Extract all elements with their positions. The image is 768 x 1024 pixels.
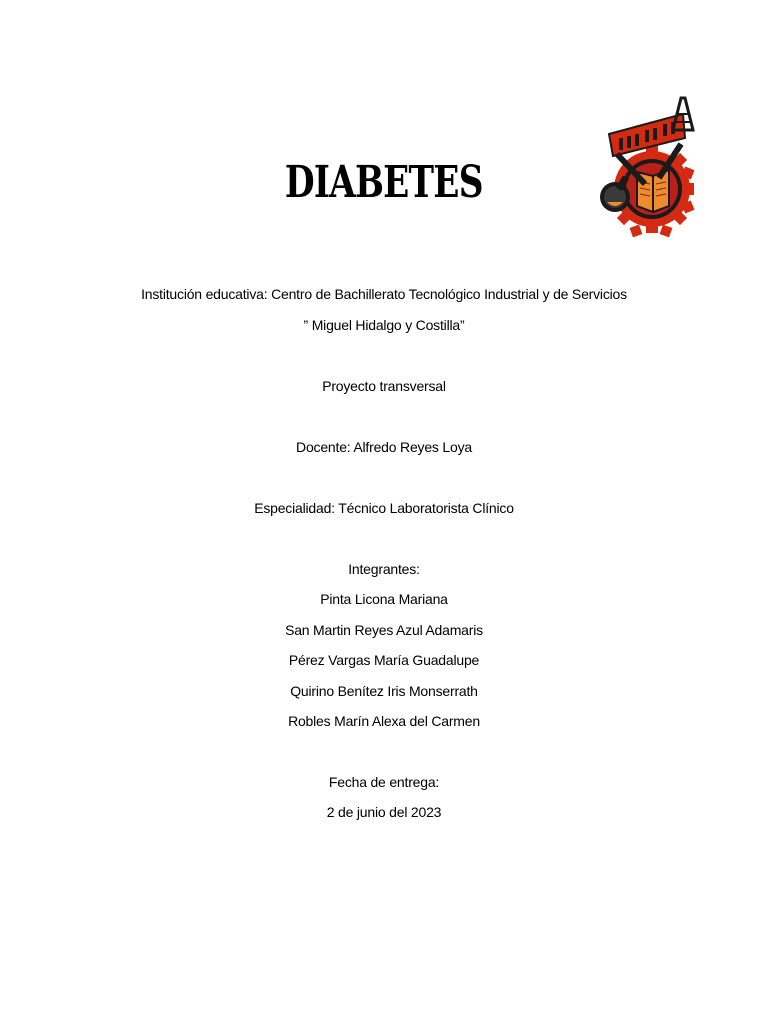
project-label: Proyecto transversal xyxy=(322,378,446,394)
institution-line-1: Institución educativa: Centro de Bachillerato Tecnológico Industrial y de Servicios xyxy=(141,286,627,302)
member-name: Quirino Benítez Iris Monserrath xyxy=(290,683,478,699)
members-heading: Integrantes: xyxy=(348,561,420,577)
member-name: Robles Marín Alexa del Carmen xyxy=(288,713,480,729)
member-name: Pinta Licona Mariana xyxy=(320,591,448,607)
school-gear-logo-icon xyxy=(597,94,699,244)
delivery-date: 2 de junio del 2023 xyxy=(326,804,442,820)
delivery-date-label: Fecha de entrega: xyxy=(328,774,440,790)
institution-line-2: ” Miguel Hidalgo y Costilla” xyxy=(303,317,465,333)
teacher-line: Docente: Alfredo Reyes Loya xyxy=(296,439,472,455)
member-name: San Martin Reyes Azul Adamaris xyxy=(285,622,483,638)
specialty-line: Especialidad: Técnico Laboratorista Clínico xyxy=(254,500,514,516)
member-name: Pérez Vargas María Guadalupe xyxy=(288,652,480,668)
document-title: DIABETES xyxy=(284,157,483,208)
